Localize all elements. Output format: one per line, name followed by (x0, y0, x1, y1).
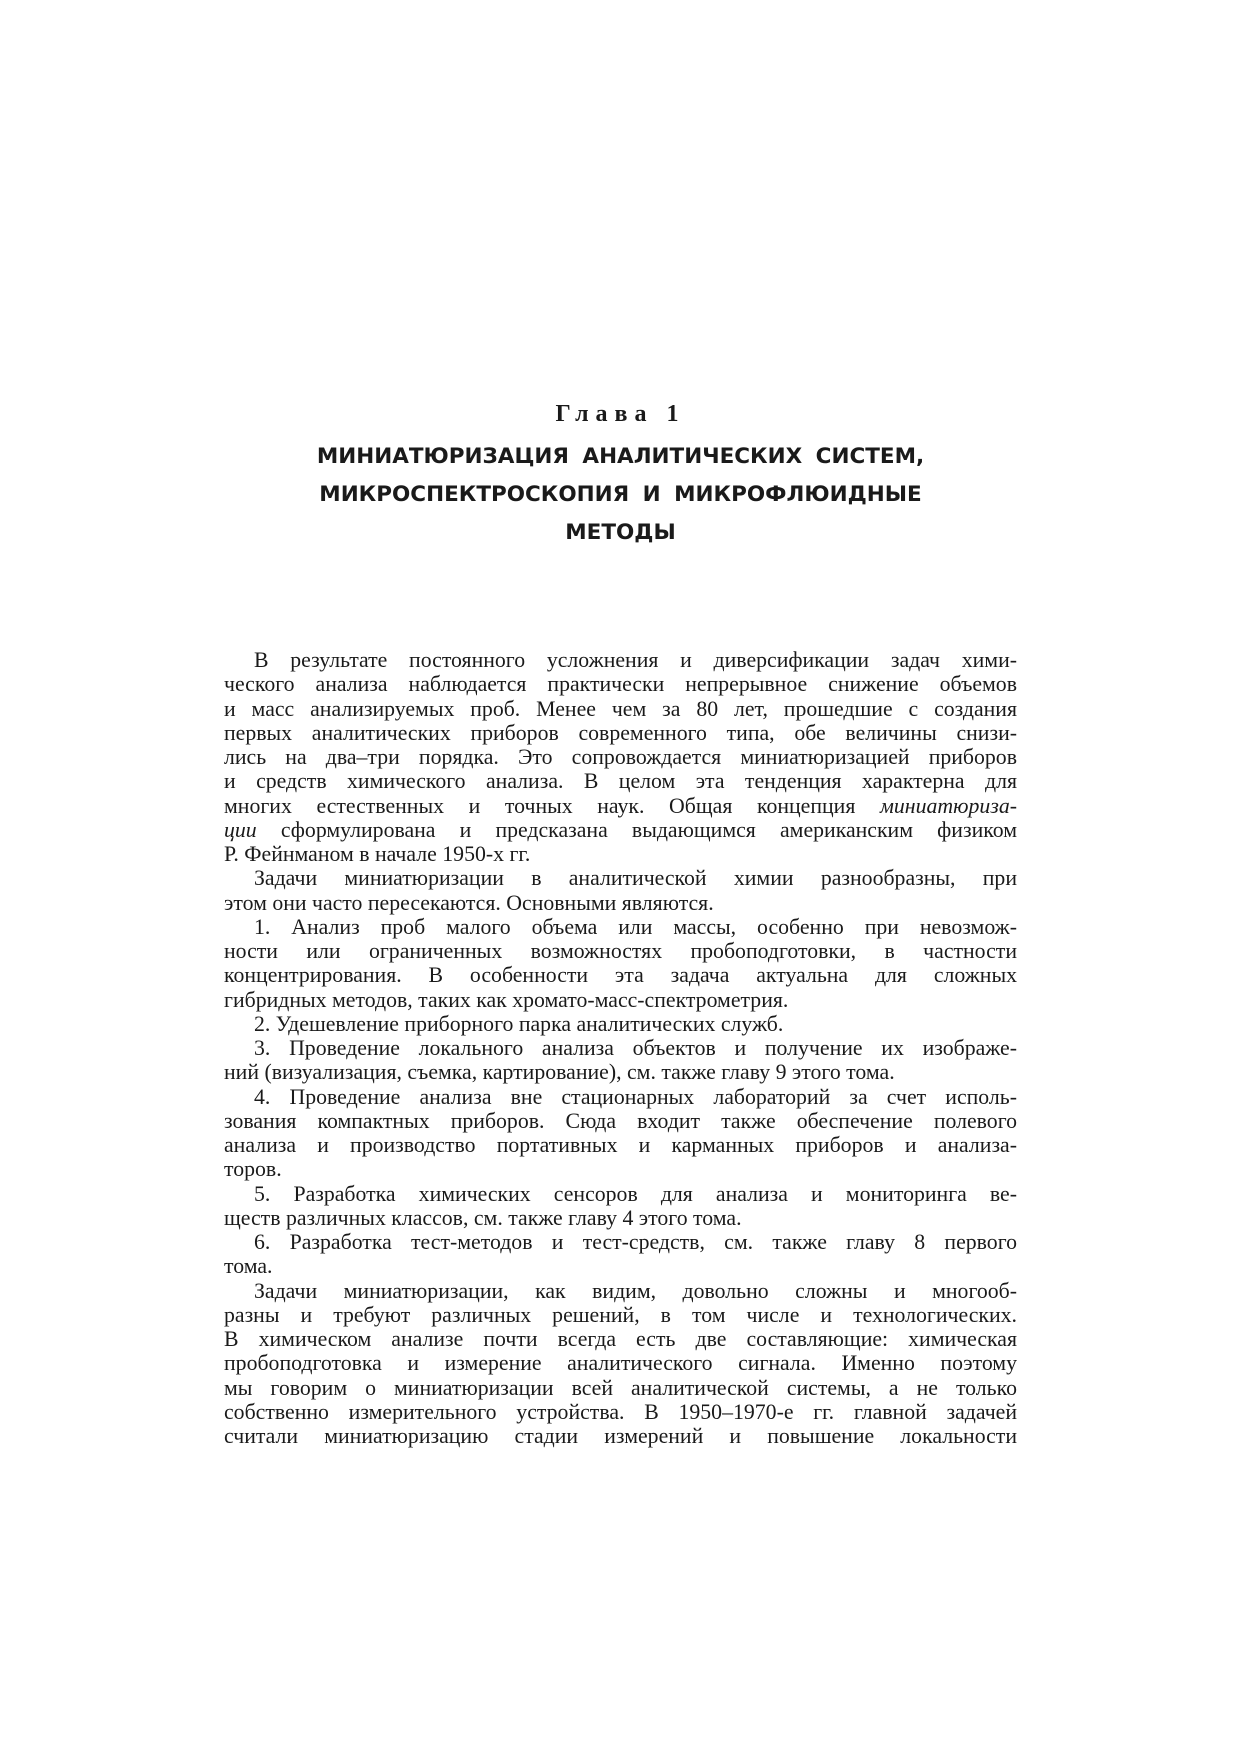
text-line: концентрирования. В особенности эта задача актуальна для сложных (224, 963, 1017, 988)
text-line: 1. Анализ проб малого объема или массы, особенно при невозмож- (254, 914, 1017, 939)
list-item (224, 1036, 1017, 1085)
paragraph (224, 866, 1017, 915)
text-line: гибридных методов, таких как хромато-масс-спектрометрия. (224, 987, 789, 1012)
text-line: В результате постоянного усложнения и диверсификации задач хими- (254, 648, 1017, 672)
paragraph (224, 1279, 1017, 1449)
chapter-label: Глава 1 (555, 401, 686, 427)
text-line: этом они часто пересекаются. Основными являются. (224, 890, 714, 915)
text-line: мы говорим о миниатюризации всей аналитической системы, а не только (224, 1375, 1017, 1400)
text-line (224, 794, 1017, 818)
text-segment: многих естественных и точных наук. Общая концепция (224, 793, 880, 818)
text-line: ческого анализа наблюдается практически непрерывное снижение объемов (224, 672, 1017, 697)
text-line: 4. Проведение анализа вне стационарных лабораторий за счет исполь- (254, 1084, 1017, 1109)
text-line: разны и требуют различных решений, в том числе и технологических. (224, 1302, 1017, 1327)
chapter-title-line: МИКРОСПЕКТРОСКОПИЯ И МИКРОФЛЮИДНЫЕ (319, 482, 922, 507)
list-item (224, 915, 1017, 1012)
text-line: ществ различных классов, см. также главу 4 этого тома. (224, 1205, 742, 1230)
text-line: 5. Разработка химических сенсоров для анализа и мониторинга ве- (254, 1181, 1017, 1206)
text-line: тома. (224, 1254, 273, 1279)
text-line: ний (визуализация, съемка, картирование), см. также главу 9 этого тома. (224, 1060, 895, 1085)
chapter-title-line: МЕТОДЫ (565, 520, 676, 545)
text-line: ности или ограниченных возможностях пробоподготовки, в частности (224, 939, 1017, 963)
text-line: первых аналитических приборов современного типа, обе величины снизи- (224, 720, 1017, 745)
text-line: 2. Удешевление приборного парка аналитических служб. (254, 1011, 784, 1036)
text-line: и средств химического анализа. В целом эта тенденция характерна для (224, 769, 1017, 794)
list-item (224, 1012, 1017, 1036)
chapter-title-line: МИНИАТЮРИЗАЦИЯ АНАЛИТИЧЕСКИХ СИСТЕМ, (316, 444, 925, 469)
text-line: анализа и производство портативных и карманных приборов и анализа- (224, 1133, 1017, 1157)
list-item (224, 1182, 1017, 1231)
text-line (224, 818, 1017, 842)
list-item (224, 1085, 1017, 1182)
paragraph (224, 648, 1017, 866)
text-line: Задачи миниатюризации, как видим, довольно сложны и многооб- (254, 1278, 1017, 1303)
chapter-title (224, 438, 1017, 552)
text-line: В химическом анализе почти всегда есть две составляющие: химическая (224, 1327, 1017, 1351)
text-segment: сформулирована и предсказана выдающимся американским физиком (256, 817, 1017, 842)
text-line: собственно измерительного устройства. В 1950–1970-е гг. главной задачей (224, 1399, 1017, 1424)
text-line: лись на два–три порядка. Это сопровождается миниатюризацией приборов (224, 745, 1017, 769)
italic-term: миниатюриза- (880, 793, 1017, 818)
list-item (224, 1230, 1017, 1279)
chapter-body (224, 648, 1017, 1448)
text-line: считали миниатюризацию стадии измерений и повышение локальности (224, 1424, 1017, 1448)
text-line: торов. (224, 1157, 282, 1182)
text-line: Задачи миниатюризации в аналитической химии разнообразны, при (254, 866, 1017, 891)
text-line: пробоподготовка и измерение аналитического сигнала. Именно поэтому (224, 1351, 1017, 1376)
text-line: зования компактных приборов. Сюда входит также обеспечение полевого (224, 1108, 1017, 1133)
text-line: Р. Фейнманом в начале 1950-х гг. (224, 842, 531, 866)
text-line: 6. Разработка тест-методов и тест-средств, см. также главу 8 первого (254, 1230, 1017, 1254)
text-line: и масс анализируемых проб. Менее чем за 80 лет, прошедшие с создания (224, 696, 1017, 721)
text-line: 3. Проведение локального анализа объектов и получение их изображе- (254, 1036, 1017, 1060)
italic-term: ции (224, 817, 257, 842)
